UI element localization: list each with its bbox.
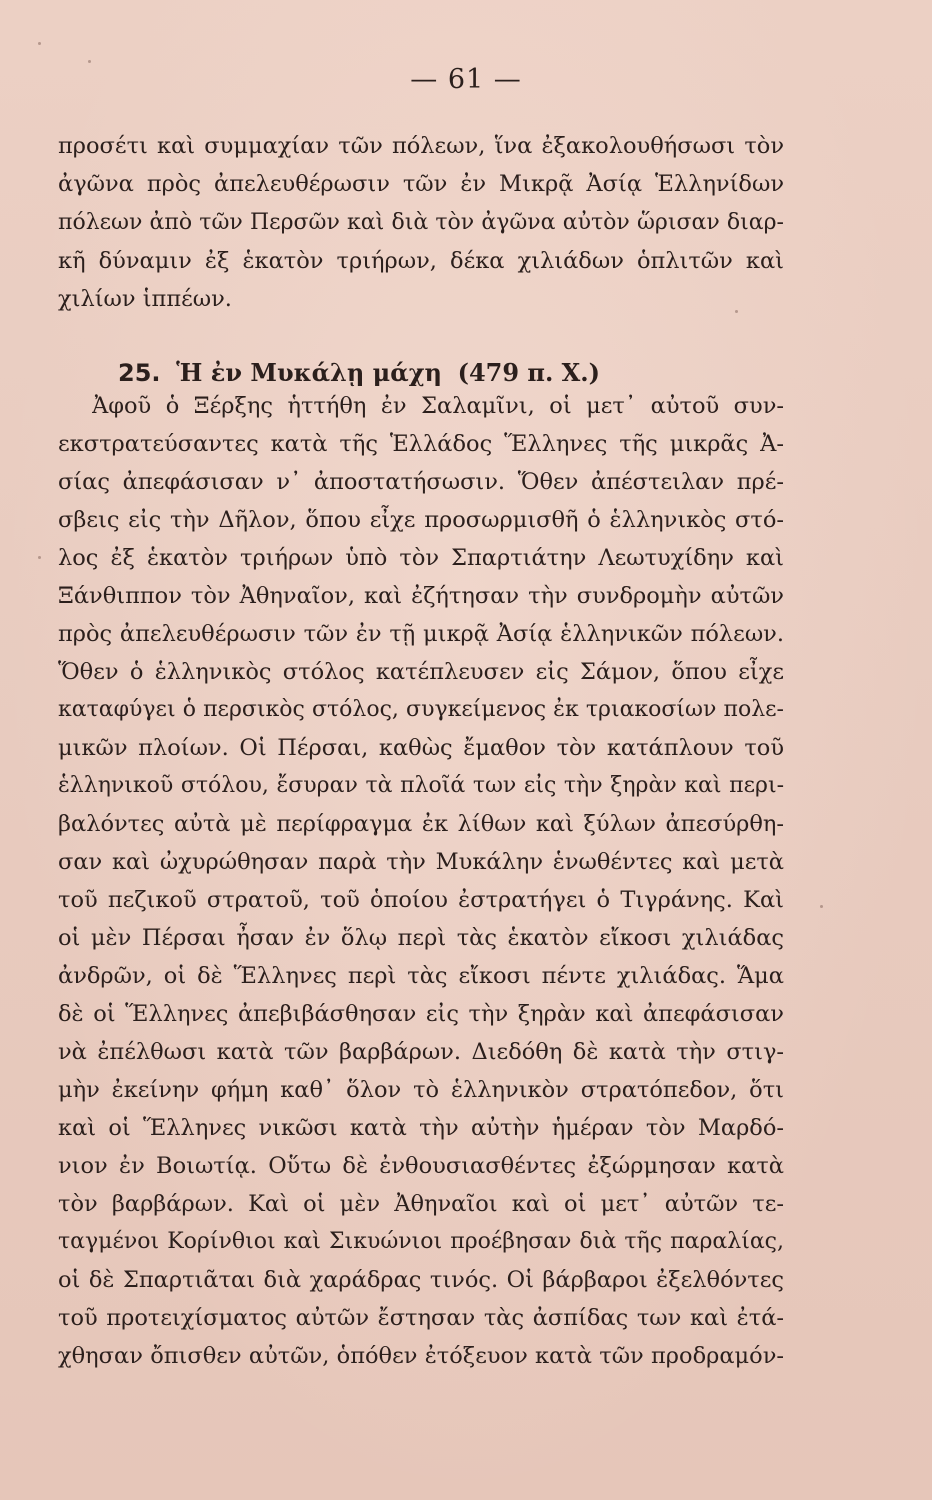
- text-line: εκστρατεύσαντες κατὰ τῆς Ἑλλάδος Ἕλληνες τῆς μικρᾶς Ἀ-: [58, 431, 784, 457]
- paper-speck: [38, 42, 41, 45]
- text-line: Ἀφοῦ ὁ Ξέρξης ἡττήθη ἐν Σαλαμῖνι, οἱ μετ᾽ αὐτοῦ συν-: [92, 393, 784, 419]
- paper-speck: [820, 905, 823, 908]
- section-number: 25.: [118, 359, 161, 387]
- text-line: χιλίων ἱππέων.: [58, 286, 232, 312]
- text-line: ἀνδρῶν, οἱ δὲ Ἕλληνες περὶ τὰς εἴκοσι πέντε χιλιάδας. Ἅμα: [58, 963, 784, 989]
- text-line: νιον ἐν Βοιωτίᾳ. Οὕτω δὲ ἐνθουσιασθέντες ἐξώρμησαν κατὰ: [58, 1153, 784, 1179]
- text-line: σαν καὶ ὠχυρώθησαν παρὰ τὴν Μυκάλην ἑνωθέντες καὶ μετὰ: [58, 849, 784, 875]
- text-line: Ξάνθιππον τὸν Ἀθηναῖον, καὶ ἐζήτησαν τὴν συνδρομὴν αὐτῶν: [58, 583, 784, 609]
- text-line: τοῦ πεζικοῦ στρατοῦ, τοῦ ὁποίου ἐστρατήγει ὁ Τιγράνης. Καὶ: [58, 887, 784, 913]
- text-line: σβεις εἰς τὴν Δῆλον, ὅπου εἶχε προσωρμισθῆ ὁ ἑλληνικὸς στό-: [58, 507, 784, 533]
- text-line: κῆ δύναμιν ἐξ ἑκατὸν τριήρων, δέκα χιλιάδων ὁπλιτῶν καὶ: [58, 248, 784, 274]
- text-line: πόλεων ἀπὸ τῶν Περσῶν καὶ διὰ τὸν ἀγῶνα αὐτὸν ὥρισαν διαρ-: [58, 210, 784, 235]
- text-line: Ὅθεν ὁ ἑλληνικὸς στόλος κατέπλευσεν εἰς Σάμον, ὅπου εἶχε: [58, 659, 784, 685]
- text-line: προσέτι καὶ συμμαχίαν τῶν πόλεων, ἵνα ἐξακολουθήσωσι τὸν: [58, 133, 784, 159]
- paper-speck: [735, 310, 738, 313]
- text-line: ταγμένοι Κορίνθιοι καὶ Σικυώνιοι προέβησαν διὰ τῆς παραλίας,: [58, 1229, 784, 1254]
- page-number: — 61 —: [410, 64, 522, 95]
- paper-speck: [88, 60, 91, 63]
- text-line: σίας ἀπεφάσισαν ν᾽ ἀποστατήσωσιν. Ὅθεν ἀπέστειλαν πρέ-: [58, 469, 784, 495]
- text-line: καὶ οἱ Ἕλληνες νικῶσι κατὰ τὴν αὐτὴν ἡμέραν τὸν Μαρδό-: [58, 1115, 784, 1141]
- text-line: μὴν ἐκείνην φήμη καθ᾽ ὅλον τὸ ἑλληνικὸν στρατόπεδον, ὅτι: [58, 1077, 784, 1103]
- text-line: οἱ δὲ Σπαρτιᾶται διὰ χαράδρας τινός. Οἱ βάρβαροι ἐξελθόντες: [58, 1267, 784, 1293]
- text-line: βαλόντες αὐτὰ μὲ περίφραγμα ἐκ λίθων καὶ ξύλων ἀπεσύρθη-: [58, 811, 784, 837]
- text-line: ἑλληνικοῦ στόλου, ἔσυραν τὰ πλοῖά των εἰς τὴν ξηρὰν καὶ περι-: [58, 773, 784, 798]
- section-title: Ἡ ἐν Μυκάλῃ μάχη: [176, 358, 442, 387]
- text-line: οἱ μὲν Πέρσαι ἦσαν ἐν ὅλῳ περὶ τὰς ἑκατὸν εἴκοσι χιλιάδας: [58, 925, 784, 951]
- text-line: δὲ οἱ Ἕλληνες ἀπεβιβάσθησαν εἰς τὴν ξηρὰν καὶ ἀπεφάσισαν: [58, 1001, 784, 1027]
- text-line: μικῶν πλοίων. Οἱ Πέρσαι, καθὼς ἔμαθον τὸν κατάπλουν τοῦ: [58, 735, 784, 761]
- paper-speck: [38, 556, 41, 559]
- text-line: ἀγῶνα πρὸς ἀπελευθέρωσιν τῶν ἐν Μικρᾷ Ἀσίᾳ Ἑλληνίδων: [58, 171, 784, 197]
- text-line: πρὸς ἀπελευθέρωσιν τῶν ἐν τῇ μικρᾷ Ἀσίᾳ ἑλληνικῶν πόλεων.: [58, 621, 784, 647]
- text-line: καταφύγει ὁ περσικὸς στόλος, συγκείμενος ἐκ τριακοσίων πολε-: [58, 697, 784, 722]
- text-line: λος ἐξ ἑκατὸν τριήρων ὑπὸ τὸν Σπαρτιάτην Λεωτυχίδην καὶ: [58, 545, 784, 571]
- text-line: τὸν βαρβάρων. Καὶ οἱ μὲν Ἀθηναῖοι καὶ οἱ μετ᾽ αὐτῶν τε-: [58, 1191, 784, 1217]
- section-heading: [118, 358, 600, 387]
- section-date: (479 π. Χ.): [457, 358, 601, 387]
- text-line: χθησαν ὄπισθεν αὐτῶν, ὁπόθεν ἐτόξευον κατὰ τῶν προδραμόν-: [58, 1343, 784, 1369]
- text-line: τοῦ προτειχίσματος αὐτῶν ἔστησαν τὰς ἀσπίδας των καὶ ἐτά-: [58, 1305, 784, 1331]
- text-line: νὰ ἐπέλθωσι κατὰ τῶν βαρβάρων. Διεδόθη δὲ κατὰ τὴν στιγ-: [58, 1039, 784, 1065]
